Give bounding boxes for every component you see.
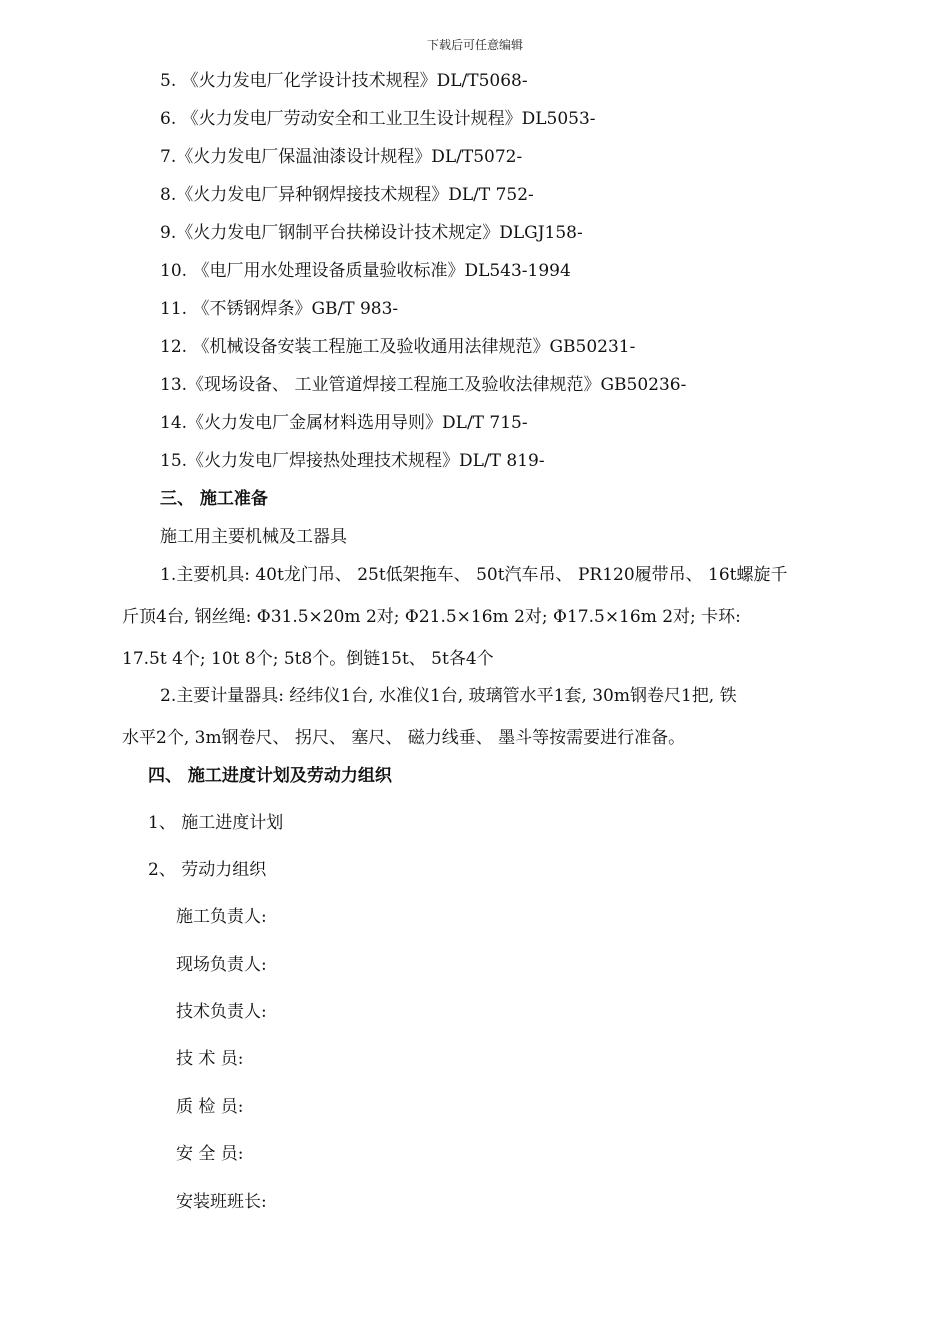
reference-item: 11. 《不锈钢焊条》GB/T 983- [160, 299, 399, 319]
section-subtitle: 施工用主要机械及工器具 [160, 527, 347, 547]
role-technical-lead: 技术负责人: [176, 1002, 267, 1022]
paragraph-line: 1.主要机具: 40t龙门吊、 25t低架拖车、 50t汽车吊、 PR120履带吊、 16t螺旋千 [160, 565, 788, 585]
role-technician: 技 术 员: [176, 1049, 244, 1069]
reference-item: 13.《现场设备、 工业管道焊接工程施工及验收法律规范》GB50236- [160, 375, 687, 395]
reference-item: 9.《火力发电厂钢制平台扶梯设计技术规定》DLGJ158- [160, 223, 583, 243]
schedule-item: 1、 施工进度计划 [148, 813, 284, 833]
reference-item: 10. 《电厂用水处理设备质量验收标准》DL543-1994 [160, 261, 571, 281]
role-team-leader: 安装班班长: [176, 1192, 267, 1212]
role-quality-inspector: 质 检 员: [176, 1097, 244, 1117]
page-header: 下载后可任意编辑 [426, 38, 523, 52]
role-construction-lead: 施工负责人: [176, 907, 267, 927]
reference-item: 12. 《机械设备安装工程施工及验收通用法律规范》GB50231- [160, 337, 636, 357]
role-site-lead: 现场负责人: [176, 955, 267, 975]
paragraph-line: 水平2个, 3m钢卷尺、 拐尺、 塞尺、 磁力线垂、 墨斗等按需要进行准备。 [122, 728, 686, 748]
reference-item: 14.《火力发电厂金属材料选用导则》DL/T 715- [160, 413, 528, 433]
section-heading-3: 三、 施工准备 [160, 489, 268, 509]
paragraph-line: 斤顶4台, 钢丝绳: Φ31.5×20m 2对; Φ21.5×16m 2对; Φ17.5×16m 2对; 卡环: [122, 607, 741, 627]
paragraph-line: 2.主要计量器具: 经纬仪1台, 水准仪1台, 玻璃管水平1套, 30m钢卷尺1把, 铁 [160, 686, 737, 706]
section-heading-4: 四、 施工进度计划及劳动力组织 [148, 766, 392, 786]
role-safety-officer: 安 全 员: [176, 1144, 244, 1164]
reference-item: 8.《火力发电厂异种钢焊接技术规程》DL/T 752- [160, 185, 534, 205]
reference-item: 7.《火力发电厂保温油漆设计规程》DL/T5072- [160, 147, 523, 167]
reference-item: 5. 《火力发电厂化学设计技术规程》DL/T5068- [160, 71, 528, 91]
reference-item: 15.《火力发电厂焊接热处理技术规程》DL/T 819- [160, 451, 545, 471]
labor-item: 2、 劳动力组织 [148, 860, 267, 880]
paragraph-line: 17.5t 4个; 10t 8个; 5t8个。倒链15t、 5t各4个 [122, 649, 494, 669]
reference-item: 6. 《火力发电厂劳动安全和工业卫生设计规程》DL5053- [160, 109, 596, 129]
